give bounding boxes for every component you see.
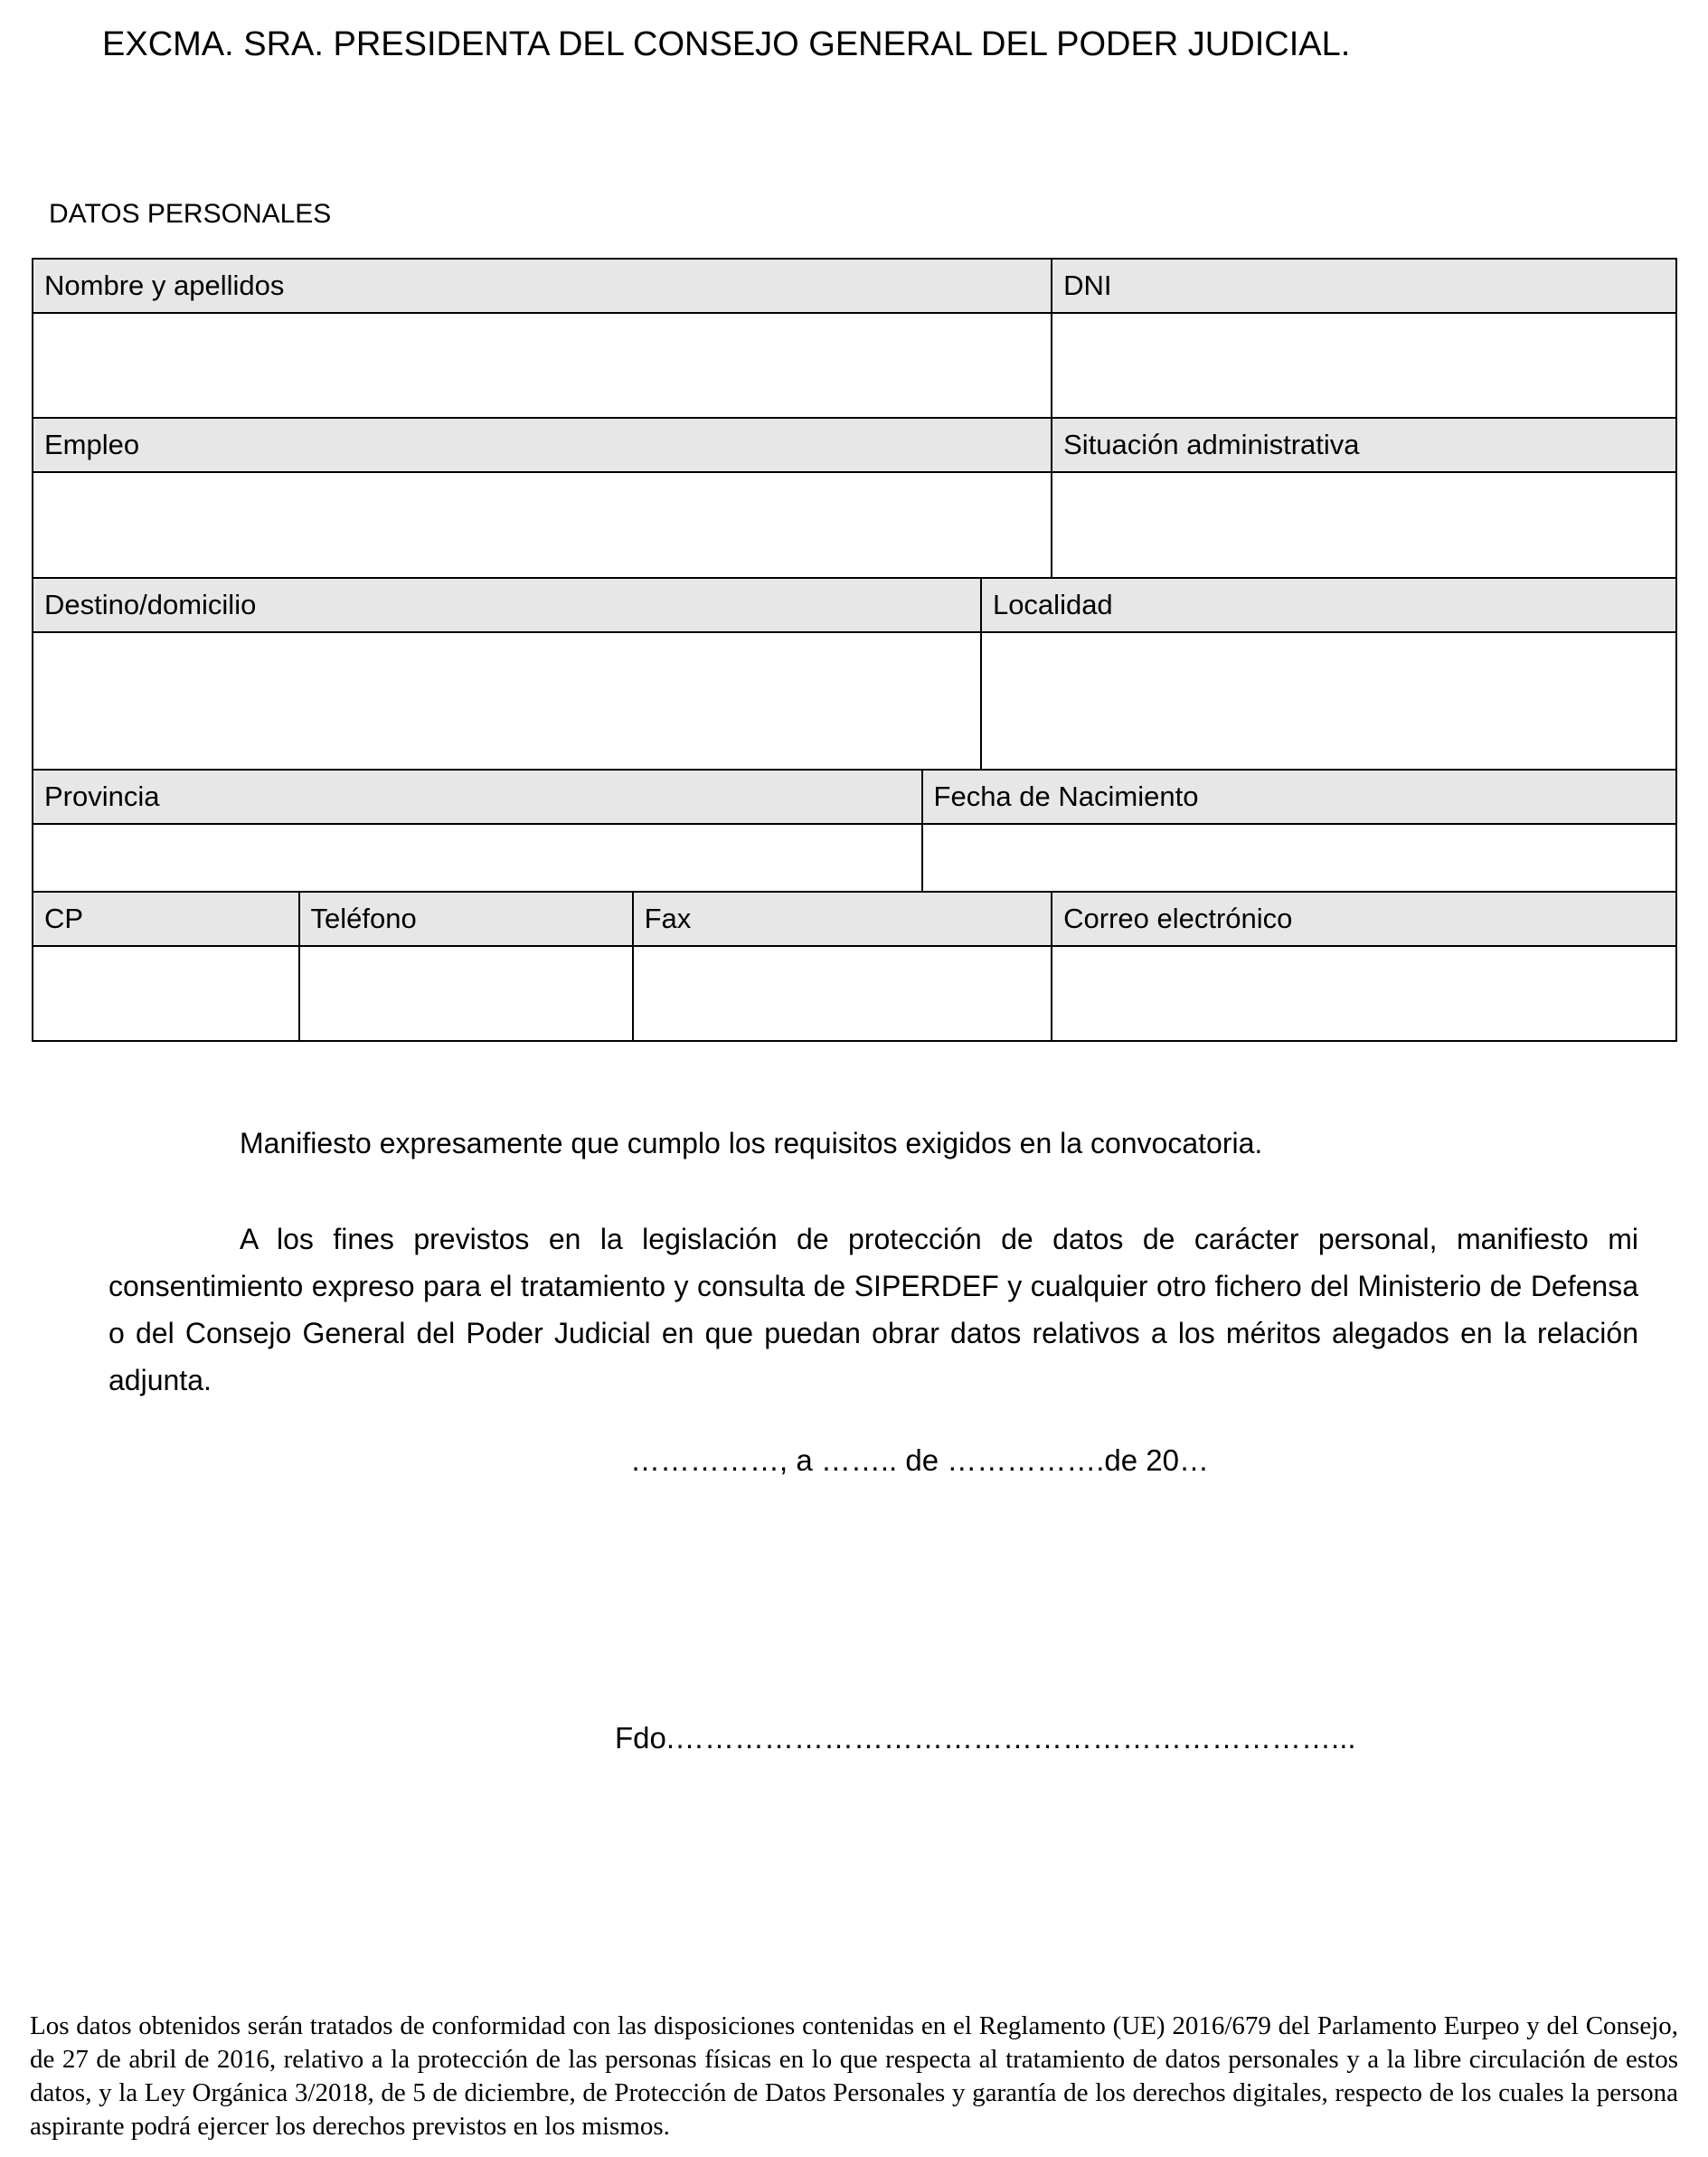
field-label-situacion: Situación administrativa <box>1052 418 1676 472</box>
field-input-dni[interactable] <box>1052 313 1676 418</box>
field-input-provincia[interactable] <box>33 824 922 892</box>
table-row <box>33 632 1676 770</box>
field-input-fecha-nacimiento[interactable] <box>922 824 1676 892</box>
declaration-proteccion-datos: A los fines previstos en la legislación de protección de datos de carácter personal, manifiesto mi consentimiento expreso para el tratamiento y consulta de SIPERDEF y cualquier otro fichero del Ministerio de Defensa o del Consejo General del Poder Judicial en que puedan obrar datos relativos a los méritos alegados en la relación adjunta. <box>109 1223 1638 1396</box>
table-row <box>33 824 1676 892</box>
field-input-empleo[interactable] <box>33 472 1052 578</box>
signature-fill-in-line: Fdo.…………………………………………………………... <box>615 1721 1356 1755</box>
field-input-cp[interactable] <box>33 946 299 1041</box>
field-label-dni: DNI <box>1052 259 1676 313</box>
field-label-localidad: Localidad <box>981 578 1676 632</box>
legal-footer-text: Los datos obtenidos serán tratados de conformidad con las disposiciones contenidas en el Reglamento (UE) 2016/679 del Parlamento Eurpeo y del Consejo, de 27 de abril de 2016, relativo a la protección de las personas físicas en lo que respecta al tratamiento de datos personales y a la libre circulación de estos datos, y la Ley Orgánica 3/2018, de 5 de diciembre, de Protección de Datos Personales y garantía de los derechos digitales, respecto de los cuales la persona aspirante podrá ejercer los derechos previstos en los mismos. <box>30 2011 1678 2141</box>
datos-personales-table <box>32 258 1677 1042</box>
field-input-fax[interactable] <box>633 946 1052 1041</box>
document-title: EXCMA. SRA. PRESIDENTA DEL CONSEJO GENERAL DEL PODER JUDICIAL. <box>102 25 1351 63</box>
field-label-cp: CP <box>33 892 299 946</box>
field-label-correo: Correo electrónico <box>1052 892 1676 946</box>
table-row <box>33 946 1676 1041</box>
table-row <box>33 770 1676 824</box>
table-row <box>33 892 1676 946</box>
field-input-situacion[interactable] <box>1052 472 1676 578</box>
table-row <box>33 313 1676 418</box>
table-row <box>33 259 1676 313</box>
field-label-destino: Destino/domicilio <box>33 578 981 632</box>
field-label-nombre: Nombre y apellidos <box>33 259 1052 313</box>
field-label-fecha-nacimiento: Fecha de Nacimiento <box>922 770 1676 824</box>
field-label-provincia: Provincia <box>33 770 922 824</box>
field-input-telefono[interactable] <box>299 946 633 1041</box>
field-label-telefono: Teléfono <box>299 892 633 946</box>
field-input-localidad[interactable] <box>981 632 1676 770</box>
field-input-nombre[interactable] <box>33 313 1052 418</box>
table-row <box>33 578 1676 632</box>
field-input-destino[interactable] <box>33 632 981 770</box>
date-fill-in-line: ……………, a …….. de …………….de 20… <box>630 1443 1209 1477</box>
field-input-correo[interactable] <box>1052 946 1676 1041</box>
declaration-requisitos: Manifiesto expresamente que cumplo los requisitos exigidos en la convocatoria. <box>240 1127 1263 1159</box>
table-row <box>33 418 1676 472</box>
table-row <box>33 472 1676 578</box>
field-label-fax: Fax <box>633 892 1052 946</box>
section-label-datos-personales: DATOS PERSONALES <box>49 199 332 229</box>
field-label-empleo: Empleo <box>33 418 1052 472</box>
